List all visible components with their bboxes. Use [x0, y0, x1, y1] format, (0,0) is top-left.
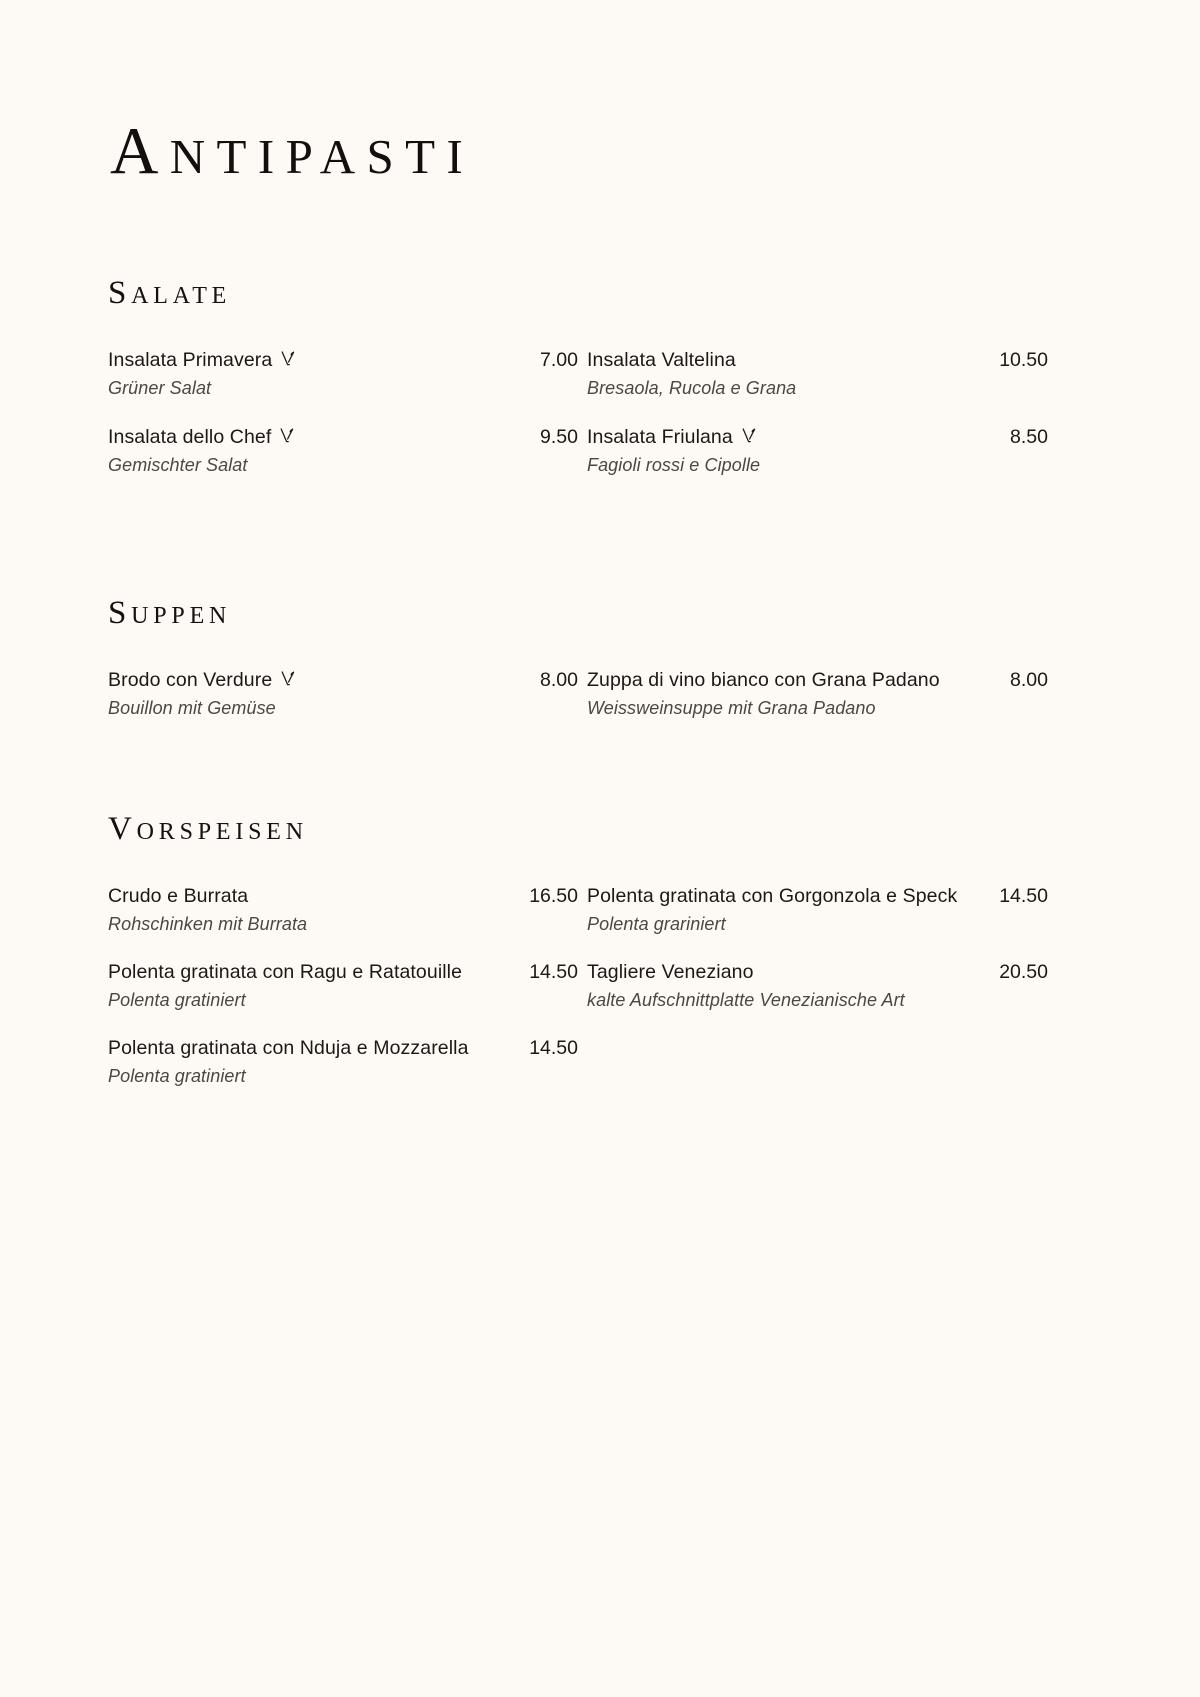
menu-item-description: kalte Aufschnittplatte Venezianische Art [587, 990, 905, 1010]
section-suppen [108, 595, 1048, 719]
menu-item-price: 7.00 [540, 349, 578, 371]
menu-item-line [108, 885, 578, 908]
menu-item [587, 426, 1048, 476]
page-title: ANTIPASTI [110, 114, 475, 188]
menu-item-price: 10.50 [999, 349, 1048, 371]
section-heading-salate: SALATE [108, 275, 232, 311]
items-column-right [578, 885, 1048, 1113]
menu-item-description: Weissweinsuppe mit Grana Padano [587, 698, 876, 718]
menu-item-line [587, 961, 1048, 984]
menu-item-name: Insalata Valtelina [587, 349, 736, 371]
menu-sections [108, 275, 1048, 1113]
menu-item-description: Bouillon mit Gemüse [108, 698, 276, 718]
menu-item [108, 1037, 578, 1087]
section-heading-vorspeisen: VORSPEISEN [108, 811, 308, 847]
menu-item-description: Grüner Salat [108, 378, 212, 398]
menu-item-line [587, 349, 1048, 372]
menu-item [108, 669, 578, 719]
menu-item-description: Fagioli rossi e Cipolle [587, 455, 761, 475]
menu-item-line [108, 349, 578, 372]
section-vorspeisen [108, 811, 1048, 1113]
menu-item-price: 8.00 [1010, 669, 1048, 691]
menu-item-description: Polenta grariniert [587, 914, 726, 934]
items-column-right [578, 349, 1048, 503]
menu-item-price: 16.50 [529, 885, 578, 907]
menu-item-name: Tagliere Veneziano [587, 961, 754, 983]
menu-item [587, 885, 1048, 935]
menu-item-line [108, 669, 578, 692]
menu-item-name: Brodo con Verdure [108, 669, 296, 692]
menu-item-line [108, 426, 578, 449]
menu-item-name: Insalata dello Chef [108, 426, 295, 449]
menu-item-line [108, 961, 578, 984]
items-grid [108, 669, 1048, 719]
menu-item-name: Polenta gratinata con Gorgonzola e Speck [587, 885, 958, 907]
items-column-left [108, 349, 578, 503]
items-grid [108, 349, 1048, 503]
menu-item-line [587, 426, 1048, 449]
menu-item-name: Zuppa di vino bianco con Grana Padano [587, 669, 940, 691]
menu-item [108, 885, 578, 935]
menu-item-name: Polenta gratinata con Nduja e Mozzarella [108, 1037, 469, 1059]
menu-item-description: Gemischter Salat [108, 455, 248, 475]
menu-item-name: Polenta gratinata con Ragu e Ratatouille [108, 961, 463, 983]
menu-item-line [587, 669, 1048, 692]
items-column-left [108, 885, 578, 1113]
menu-item-description: Polenta gratiniert [108, 1066, 246, 1086]
menu-item-line [587, 885, 1048, 908]
menu-item-name: Crudo e Burrata [108, 885, 249, 907]
section-salate [108, 275, 1048, 503]
menu-item-price: 20.50 [999, 961, 1048, 983]
menu-item-name: Insalata Primavera [108, 349, 296, 372]
menu-item [108, 349, 578, 399]
menu-item-description: Bresaola, Rucola e Grana [587, 378, 797, 398]
menu-item-price: 8.00 [540, 669, 578, 691]
section-heading-suppen: SUPPEN [108, 595, 232, 631]
vegetarian-leaf-icon [281, 350, 296, 367]
menu-item [587, 669, 1048, 719]
vegetarian-leaf-icon [280, 427, 295, 444]
menu-item-description: Polenta gratiniert [108, 990, 246, 1010]
menu-item [108, 961, 578, 1011]
vegetarian-leaf-icon [281, 670, 296, 687]
menu-item-price: 8.50 [1010, 426, 1048, 448]
menu-item [587, 349, 1048, 399]
menu-item-price: 9.50 [540, 426, 578, 448]
menu-item-price: 14.50 [999, 885, 1048, 907]
menu-item-price: 14.50 [529, 961, 578, 983]
items-column-right [578, 669, 1048, 719]
menu-item-name: Insalata Friulana [587, 426, 757, 449]
items-column-left [108, 669, 578, 719]
items-grid [108, 885, 1048, 1113]
menu-item [108, 426, 578, 476]
menu-item-description: Rohschinken mit Burrata [108, 914, 308, 934]
menu-item-line [108, 1037, 578, 1060]
vegetarian-leaf-icon [742, 427, 757, 444]
menu-item [587, 961, 1048, 1011]
menu-item-price: 14.50 [529, 1037, 578, 1059]
